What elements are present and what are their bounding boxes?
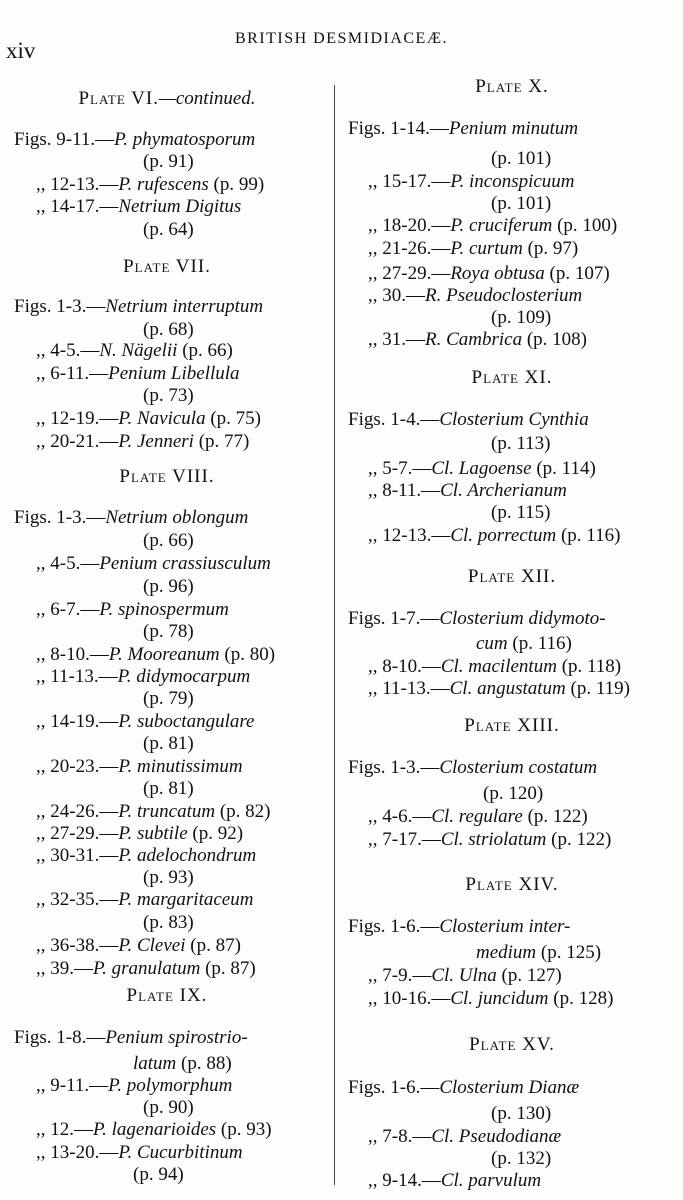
- figure-entry: ,, 4-5.—N. Nägelii (p. 66): [36, 340, 233, 361]
- species-name: P. polymorphum: [108, 1075, 233, 1096]
- figure-entry: ,, 14-17.—Netrium Digitus: [36, 196, 242, 217]
- figs-label: ,,: [368, 458, 378, 479]
- plate-heading: [6, 88, 328, 110]
- figure-entry: ,, 31.—R. Cambrica (p. 108): [368, 329, 588, 350]
- figure-range: 20-21.: [50, 431, 100, 452]
- species-name: Penium minutum: [448, 118, 579, 139]
- page-ref: (p. 127): [501, 965, 562, 986]
- plate-title: Plate VII.: [123, 256, 211, 277]
- figs-label: ,,: [36, 1075, 46, 1096]
- figure-range: 14-17.: [50, 196, 100, 217]
- species-name: P. subtile: [118, 823, 188, 844]
- figs-label: ,,: [368, 215, 378, 236]
- species-name: P. Navicula: [118, 408, 206, 429]
- species-name: Cl. Lagoense: [431, 458, 532, 479]
- figure-entry: ,, 13-20.—P. Cucurbitinum: [36, 1142, 243, 1163]
- plate-title: Plate VI.: [78, 88, 159, 109]
- figs-label: Figs.: [14, 296, 52, 317]
- page-ref: (p. 73): [143, 385, 194, 406]
- figure-range: 11-13.: [50, 666, 99, 687]
- page-header: [0, 28, 683, 68]
- figure-entry: ,, 5-7.—Cl. Lagoense (p. 114): [368, 458, 596, 479]
- species-name: Cl. Archerianum: [440, 480, 567, 501]
- figs-label: ,,: [36, 889, 46, 910]
- species-name: P. inconspicuum: [450, 171, 575, 192]
- species-name: P. Clevei: [118, 935, 186, 956]
- figure-entry: ,, 32-35.—P. margaritaceum: [36, 889, 254, 910]
- page-ref: (p. 81): [143, 778, 194, 799]
- figure-entry: ,, 9-14.—Cl. parvulum: [368, 1170, 542, 1191]
- figure-range: 1-8.: [56, 1027, 87, 1048]
- figure-entry: ,, 21-26.—P. curtum (p. 97): [368, 238, 579, 259]
- name-continuation-line: [133, 1053, 232, 1075]
- page-ref: (p. 122): [527, 806, 588, 827]
- figure-entry: ,, 6-11.—Penium Libellula: [36, 363, 240, 384]
- page-ref: (p. 132): [491, 1148, 552, 1169]
- figs-label: ,,: [36, 711, 46, 732]
- plate-heading: [346, 874, 678, 896]
- species-name: Penium spirostrio-: [105, 1027, 248, 1048]
- figure-entry: ,, 8-10.—Cl. macilentum (p. 118): [368, 656, 622, 677]
- figure-range: 8-10.: [50, 644, 90, 665]
- plate-continued: —continued.: [158, 88, 256, 109]
- species-name: P. spinospermum: [99, 599, 229, 620]
- page-ref: (p. 122): [551, 829, 612, 850]
- figs-label: ,,: [368, 656, 378, 677]
- figure-range: 31.: [382, 329, 406, 350]
- plate-title: Plate XIII.: [464, 715, 560, 736]
- species-name: P. didymocarpum: [117, 666, 251, 687]
- page-ref-line: [143, 219, 194, 241]
- species-name: Closterium didymoto-: [439, 608, 606, 629]
- page-ref-line: [143, 867, 194, 889]
- figs-label: Figs.: [348, 118, 386, 139]
- figs-label: ,,: [36, 958, 46, 979]
- page-ref-line: [143, 530, 194, 552]
- figs-label: Figs.: [14, 1027, 52, 1048]
- figure-range: 36-38.: [50, 935, 100, 956]
- figure-entry: Figs. 9-11.—P. phymatosporum: [14, 129, 256, 150]
- page-ref: (p. 66): [143, 530, 194, 551]
- figs-label: ,,: [36, 174, 46, 195]
- page-ref: (p. 100): [557, 215, 618, 236]
- plate-heading: [346, 566, 678, 588]
- figs-label: ,,: [36, 599, 46, 620]
- figure-range: 4-5.: [50, 553, 81, 574]
- figs-label: ,,: [36, 823, 46, 844]
- page-ref-line: [491, 193, 551, 215]
- plate-title: Plate XI.: [471, 367, 553, 388]
- page-ref: (p. 75): [210, 408, 261, 429]
- figure-entry: ,, 7-8.—Cl. Pseudodianæ: [368, 1126, 562, 1147]
- figs-label: ,,: [368, 329, 378, 350]
- figure-range: 9-11.: [56, 129, 96, 150]
- figure-range: 1-7.: [390, 608, 421, 629]
- page-ref: (p. 88): [181, 1053, 232, 1074]
- running-title: BRITISH DESMIDIACEÆ.: [234, 30, 449, 47]
- figs-label: ,,: [36, 1119, 46, 1140]
- figure-entry: ,, 11-13.—P. didymocarpum: [36, 666, 251, 687]
- page-ref: (p. 118): [561, 656, 622, 677]
- figure-entry: ,, 9-11.—P. polymorphum: [36, 1075, 233, 1096]
- figure-range: 18-20.: [382, 215, 432, 236]
- page-ref: (p. 91): [143, 151, 194, 172]
- figs-label: ,,: [36, 363, 46, 384]
- page-ref: (p. 79): [143, 688, 194, 709]
- figure-range: 7-9.: [382, 965, 413, 986]
- species-name: Closterium Cynthia: [439, 409, 589, 430]
- species-name: Netrium Digitus: [118, 196, 242, 217]
- figure-entry: ,, 6-7.—P. spinospermum: [36, 599, 229, 620]
- figs-label: ,,: [368, 829, 378, 850]
- plate-heading: [346, 715, 678, 737]
- figs-label: ,,: [368, 678, 378, 699]
- species-name: P. Cucurbitinum: [118, 1142, 243, 1163]
- species-name: R. Cambrica: [425, 329, 523, 350]
- page-ref: (p. 96): [143, 576, 194, 597]
- page-ref: (p. 93): [143, 867, 194, 888]
- figure-range: 1-3.: [390, 757, 421, 778]
- figure-range: 30.: [382, 285, 406, 306]
- page-number: xiv: [6, 38, 36, 63]
- page-ref: (p. 83): [143, 912, 194, 933]
- figs-label: ,,: [36, 196, 46, 217]
- figs-label: ,,: [36, 1142, 46, 1163]
- figure-range: 9-11.: [50, 1075, 90, 1096]
- figs-label: Figs.: [14, 129, 52, 150]
- figure-range: 15-17.: [382, 171, 432, 192]
- figs-label: ,,: [368, 480, 378, 501]
- figure-entry: ,, 7-17.—Cl. striolatum (p. 122): [368, 829, 612, 850]
- name-continuation-line: [476, 633, 572, 655]
- page-ref: (p. 115): [491, 502, 551, 523]
- figure-entry: ,, 8-10.—P. Mooreanum (p. 80): [36, 644, 276, 665]
- figure-entry: ,, 7-9.—Cl. Ulna (p. 127): [368, 965, 562, 986]
- page-ref: (p. 128): [553, 988, 614, 1009]
- figs-label: ,,: [36, 553, 46, 574]
- figure-entry: ,, 14-19.—P. suboctangulare: [36, 711, 255, 732]
- figure-entry: ,, 27-29.—P. subtile (p. 92): [36, 823, 244, 844]
- figure-range: 14-19.: [50, 711, 100, 732]
- figs-label: ,,: [36, 845, 46, 866]
- figure-entry: ,, 12.—P. lagenarioides (p. 93): [36, 1119, 272, 1140]
- figure-range: 10-16.: [382, 988, 432, 1009]
- page-ref-line: [143, 733, 194, 755]
- figs-label: ,,: [368, 965, 378, 986]
- plate-heading: [346, 1034, 678, 1056]
- page-ref: (p. 113): [491, 433, 551, 454]
- figs-label: Figs.: [348, 757, 386, 778]
- figure-entry: Figs. 1-4.—Closterium Cynthia: [348, 409, 589, 430]
- page-ref-line: [143, 621, 194, 643]
- plate-title: Plate XV.: [469, 1034, 555, 1055]
- species-name: N. Nägelii: [99, 340, 178, 361]
- page-ref-line: [491, 1103, 551, 1125]
- name-continuation-line: [476, 942, 601, 964]
- species-name: P. rufescens: [118, 174, 209, 195]
- figs-label: ,,: [36, 644, 46, 665]
- figure-entry: Figs. 1-6.—Closterium Dianæ: [348, 1077, 580, 1098]
- species-name: P. minutissimum: [118, 756, 243, 777]
- figs-label: ,,: [36, 756, 46, 777]
- page-ref: (p. 114): [536, 458, 596, 479]
- figure-range: 32-35.: [50, 889, 100, 910]
- figs-label: ,,: [368, 263, 378, 284]
- plate-heading: [6, 466, 328, 488]
- figure-entry: ,, 12-19.—P. Navicula (p. 75): [36, 408, 261, 429]
- page-ref-line: [143, 1097, 194, 1119]
- plate-heading: [346, 367, 678, 389]
- species-name: P. lagenarioides: [93, 1119, 217, 1140]
- plate-heading: [6, 985, 328, 1007]
- figure-range: 39.: [50, 958, 74, 979]
- page-ref-line: [491, 433, 550, 455]
- figs-label: Figs.: [348, 1077, 386, 1098]
- species-name: P. cruciferum: [450, 215, 553, 236]
- figs-label: ,,: [368, 988, 378, 1009]
- page-ref: (p. 130): [491, 1103, 552, 1124]
- figure-range: 6-7.: [50, 599, 81, 620]
- figure-range: 24-26.: [50, 801, 100, 822]
- page-ref: (p. 119): [570, 678, 630, 699]
- plate-title: Plate IX.: [126, 985, 208, 1006]
- figure-range: 7-8.: [382, 1126, 413, 1147]
- page-ref-line: [143, 151, 194, 173]
- figure-entry: Figs. 1-14.—Penium minutum: [348, 118, 579, 139]
- species-name: Penium crassiusculum: [99, 553, 271, 574]
- page-ref: (p. 94): [133, 1164, 184, 1185]
- figure-range: 1-3.: [56, 507, 87, 528]
- species-name: P. curtum: [450, 238, 523, 259]
- page-ref-line: [143, 778, 194, 800]
- page-ref: (p. 116): [512, 633, 572, 654]
- page-ref: (p. 107): [549, 263, 610, 284]
- figure-range: 21-26.: [382, 238, 432, 259]
- page-ref: (p. 116): [560, 525, 621, 546]
- species-name: P. adelochondrum: [118, 845, 257, 866]
- page-ref-line: [491, 307, 551, 329]
- figs-label: Figs.: [348, 916, 386, 937]
- page-ref-line: [491, 502, 550, 524]
- figs-label: ,,: [36, 340, 46, 361]
- figs-label: ,,: [36, 431, 46, 452]
- page-ref: (p. 64): [143, 219, 194, 240]
- species-name: P. Mooreanum: [108, 644, 220, 665]
- page-ref: (p. 66): [182, 340, 233, 361]
- page-ref-line: [143, 576, 194, 598]
- page-ref: (p. 92): [192, 823, 244, 844]
- page-ref: (p. 78): [143, 621, 194, 642]
- figure-entry: ,, 30.—R. Pseudoclosterium: [368, 285, 583, 306]
- page-ref: (p. 109): [491, 307, 552, 328]
- figure-range: 30-31.: [50, 845, 100, 866]
- figure-range: 5-7.: [382, 458, 413, 479]
- figure-entry: ,, 8-11.—Cl. Archerianum: [368, 480, 567, 501]
- species-name: Cl. juncidum: [450, 988, 549, 1009]
- species-name: R. Pseudoclosterium: [425, 285, 583, 306]
- species-name: Cl. macilentum: [440, 656, 557, 677]
- page-ref: (p. 99): [213, 174, 265, 195]
- figure-range: 4-6.: [382, 806, 413, 827]
- species-name: Roya obtusa: [450, 263, 545, 284]
- column-divider: [334, 85, 335, 1185]
- page-ref-line: [143, 319, 194, 341]
- page-ref: (p. 87): [190, 935, 241, 956]
- page-ref: (p. 125): [540, 942, 602, 963]
- figure-range: 12-13.: [50, 174, 100, 195]
- figure-entry: ,, 24-26.—P. truncatum (p. 82): [36, 801, 271, 822]
- figs-label: ,,: [36, 801, 46, 822]
- figure-entry: ,, 30-31.—P. adelochondrum: [36, 845, 257, 866]
- figure-range: 27-29.: [50, 823, 100, 844]
- figure-range: 1-4.: [390, 409, 421, 430]
- figure-range: 8-11.: [382, 480, 422, 501]
- figure-range: 1-3.: [56, 296, 87, 317]
- page-ref: (p. 93): [220, 1119, 272, 1140]
- species-name: Netrium oblongum: [105, 507, 249, 528]
- page-ref: (p. 81): [143, 733, 194, 754]
- figure-entry: ,, 20-23.—P. minutissimum: [36, 756, 243, 777]
- figure-range: 13-20.: [50, 1142, 100, 1163]
- page-ref: (p. 108): [526, 329, 588, 350]
- species-name-continued: latum: [133, 1053, 177, 1074]
- figs-label: ,,: [368, 238, 378, 259]
- figure-entry: ,, 10-16.—Cl. juncidum (p. 128): [368, 988, 614, 1009]
- figure-entry: ,, 15-17.—P. inconspicuum: [368, 171, 575, 192]
- page-ref: (p. 68): [143, 319, 194, 340]
- figure-entry: Figs. 1-7.—Closterium didymoto-: [348, 608, 606, 629]
- figure-entry: Figs. 1-6.—Closterium inter-: [348, 916, 571, 937]
- species-name: P. phymatosporum: [114, 129, 256, 150]
- species-name: P. Jenneri: [118, 431, 194, 452]
- figure-entry: ,, 20-21.—P. Jenneri (p. 77): [36, 431, 250, 452]
- figure-entry: Figs. 1-3.—Netrium oblongum: [14, 507, 249, 528]
- page-ref-line: [491, 148, 551, 170]
- page-ref-line: [143, 912, 194, 934]
- plate-title: Plate VIII.: [119, 466, 215, 487]
- species-name: Closterium Dianæ: [439, 1077, 580, 1098]
- species-name: Closterium inter-: [439, 916, 571, 937]
- figure-entry: Figs. 1-3.—Closterium costatum: [348, 757, 598, 778]
- figure-range: 7-17.: [382, 829, 422, 850]
- figure-range: 12-13.: [382, 525, 432, 546]
- page-ref: (p. 87): [205, 958, 256, 979]
- page-ref: (p. 77): [198, 431, 250, 452]
- species-name: Cl. regulare: [431, 806, 523, 827]
- figure-range: 20-23.: [50, 756, 100, 777]
- figure-entry: Figs. 1-8.—Penium spirostrio-: [14, 1027, 248, 1048]
- figure-range: 6-11.: [50, 363, 90, 384]
- figs-label: Figs.: [348, 608, 386, 629]
- species-name: Cl. striolatum: [440, 829, 547, 850]
- figs-label: ,,: [36, 408, 46, 429]
- plate-heading: [346, 76, 678, 98]
- page-ref: (p. 101): [491, 193, 552, 214]
- figure-range: 9-14.: [382, 1170, 422, 1191]
- figure-range: 1-14.: [390, 118, 430, 139]
- figure-entry: ,, 39.—P. granulatum (p. 87): [36, 958, 256, 979]
- figs-label: ,,: [368, 806, 378, 827]
- figs-label: ,,: [368, 1126, 378, 1147]
- figure-range: 27-29.: [382, 263, 432, 284]
- species-name: Cl. Pseudodianæ: [431, 1126, 562, 1147]
- plate-title: Plate XII.: [467, 566, 557, 587]
- page-ref: (p. 80): [224, 644, 276, 665]
- species-name: P. granulatum: [93, 958, 201, 979]
- figs-label: ,,: [368, 525, 378, 546]
- page-ref-line: [483, 783, 543, 805]
- page-ref: (p. 97): [527, 238, 579, 259]
- species-name: Cl. porrectum: [450, 525, 557, 546]
- species-name-continued: medium: [476, 942, 537, 963]
- species-name: P. truncatum: [118, 801, 216, 822]
- figs-label: ,,: [36, 935, 46, 956]
- figure-range: 1-6.: [390, 916, 421, 937]
- plate-heading: [6, 256, 328, 278]
- figs-label: ,,: [36, 666, 46, 687]
- species-name: Cl. angustatum: [449, 678, 566, 699]
- figure-range: 4-5.: [50, 340, 81, 361]
- species-name: Cl. Ulna: [431, 965, 497, 986]
- species-name: Closterium costatum: [439, 757, 598, 778]
- figure-range: 8-10.: [382, 656, 422, 677]
- figure-entry: ,, 12-13.—P. rufescens (p. 99): [36, 174, 265, 195]
- page-ref-line: [143, 688, 194, 710]
- figure-entry: ,, 11-13.—Cl. angustatum (p. 119): [368, 678, 630, 699]
- figs-label: Figs.: [348, 409, 386, 430]
- figure-entry: ,, 36-38.—P. Clevei (p. 87): [36, 935, 241, 956]
- species-name: Cl. parvulum: [440, 1170, 542, 1191]
- page-ref: (p. 101): [491, 148, 552, 169]
- figure-range: 11-13.: [382, 678, 431, 699]
- plate-title: Plate XIV.: [465, 874, 559, 895]
- page-ref: (p. 120): [483, 783, 544, 804]
- figure-range: 12-19.: [50, 408, 100, 429]
- figs-label: ,,: [368, 1170, 378, 1191]
- page-ref-line: [491, 1148, 551, 1170]
- figure-entry: ,, 18-20.—P. cruciferum (p. 100): [368, 215, 618, 236]
- figure-entry: ,, 4-5.—Penium crassiusculum: [36, 553, 271, 574]
- figure-entry: ,, 4-6.—Cl. regulare (p. 122): [368, 806, 588, 827]
- page-ref: (p. 82): [219, 801, 271, 822]
- figure-range: 12.: [50, 1119, 74, 1140]
- figs-label: Figs.: [14, 507, 52, 528]
- species-name: Netrium interruptum: [105, 296, 264, 317]
- species-name-continued: cum: [476, 633, 508, 654]
- page-ref: (p. 90): [143, 1097, 194, 1118]
- species-name: Penium Libellula: [108, 363, 240, 384]
- figs-label: ,,: [368, 171, 378, 192]
- figs-label: ,,: [368, 285, 378, 306]
- figure-entry: ,, 27-29.—Roya obtusa (p. 107): [368, 263, 610, 284]
- species-name: P. suboctangulare: [118, 711, 255, 732]
- figure-entry: ,, 12-13.—Cl. porrectum (p. 116): [368, 525, 621, 546]
- page-ref-line: [133, 1164, 184, 1186]
- figure-range: 1-6.: [390, 1077, 421, 1098]
- figure-entry: Figs. 1-3.—Netrium interruptum: [14, 296, 264, 317]
- page-ref-line: [143, 385, 194, 407]
- species-name: P. margaritaceum: [118, 889, 254, 910]
- plate-title: Plate X.: [475, 76, 549, 97]
